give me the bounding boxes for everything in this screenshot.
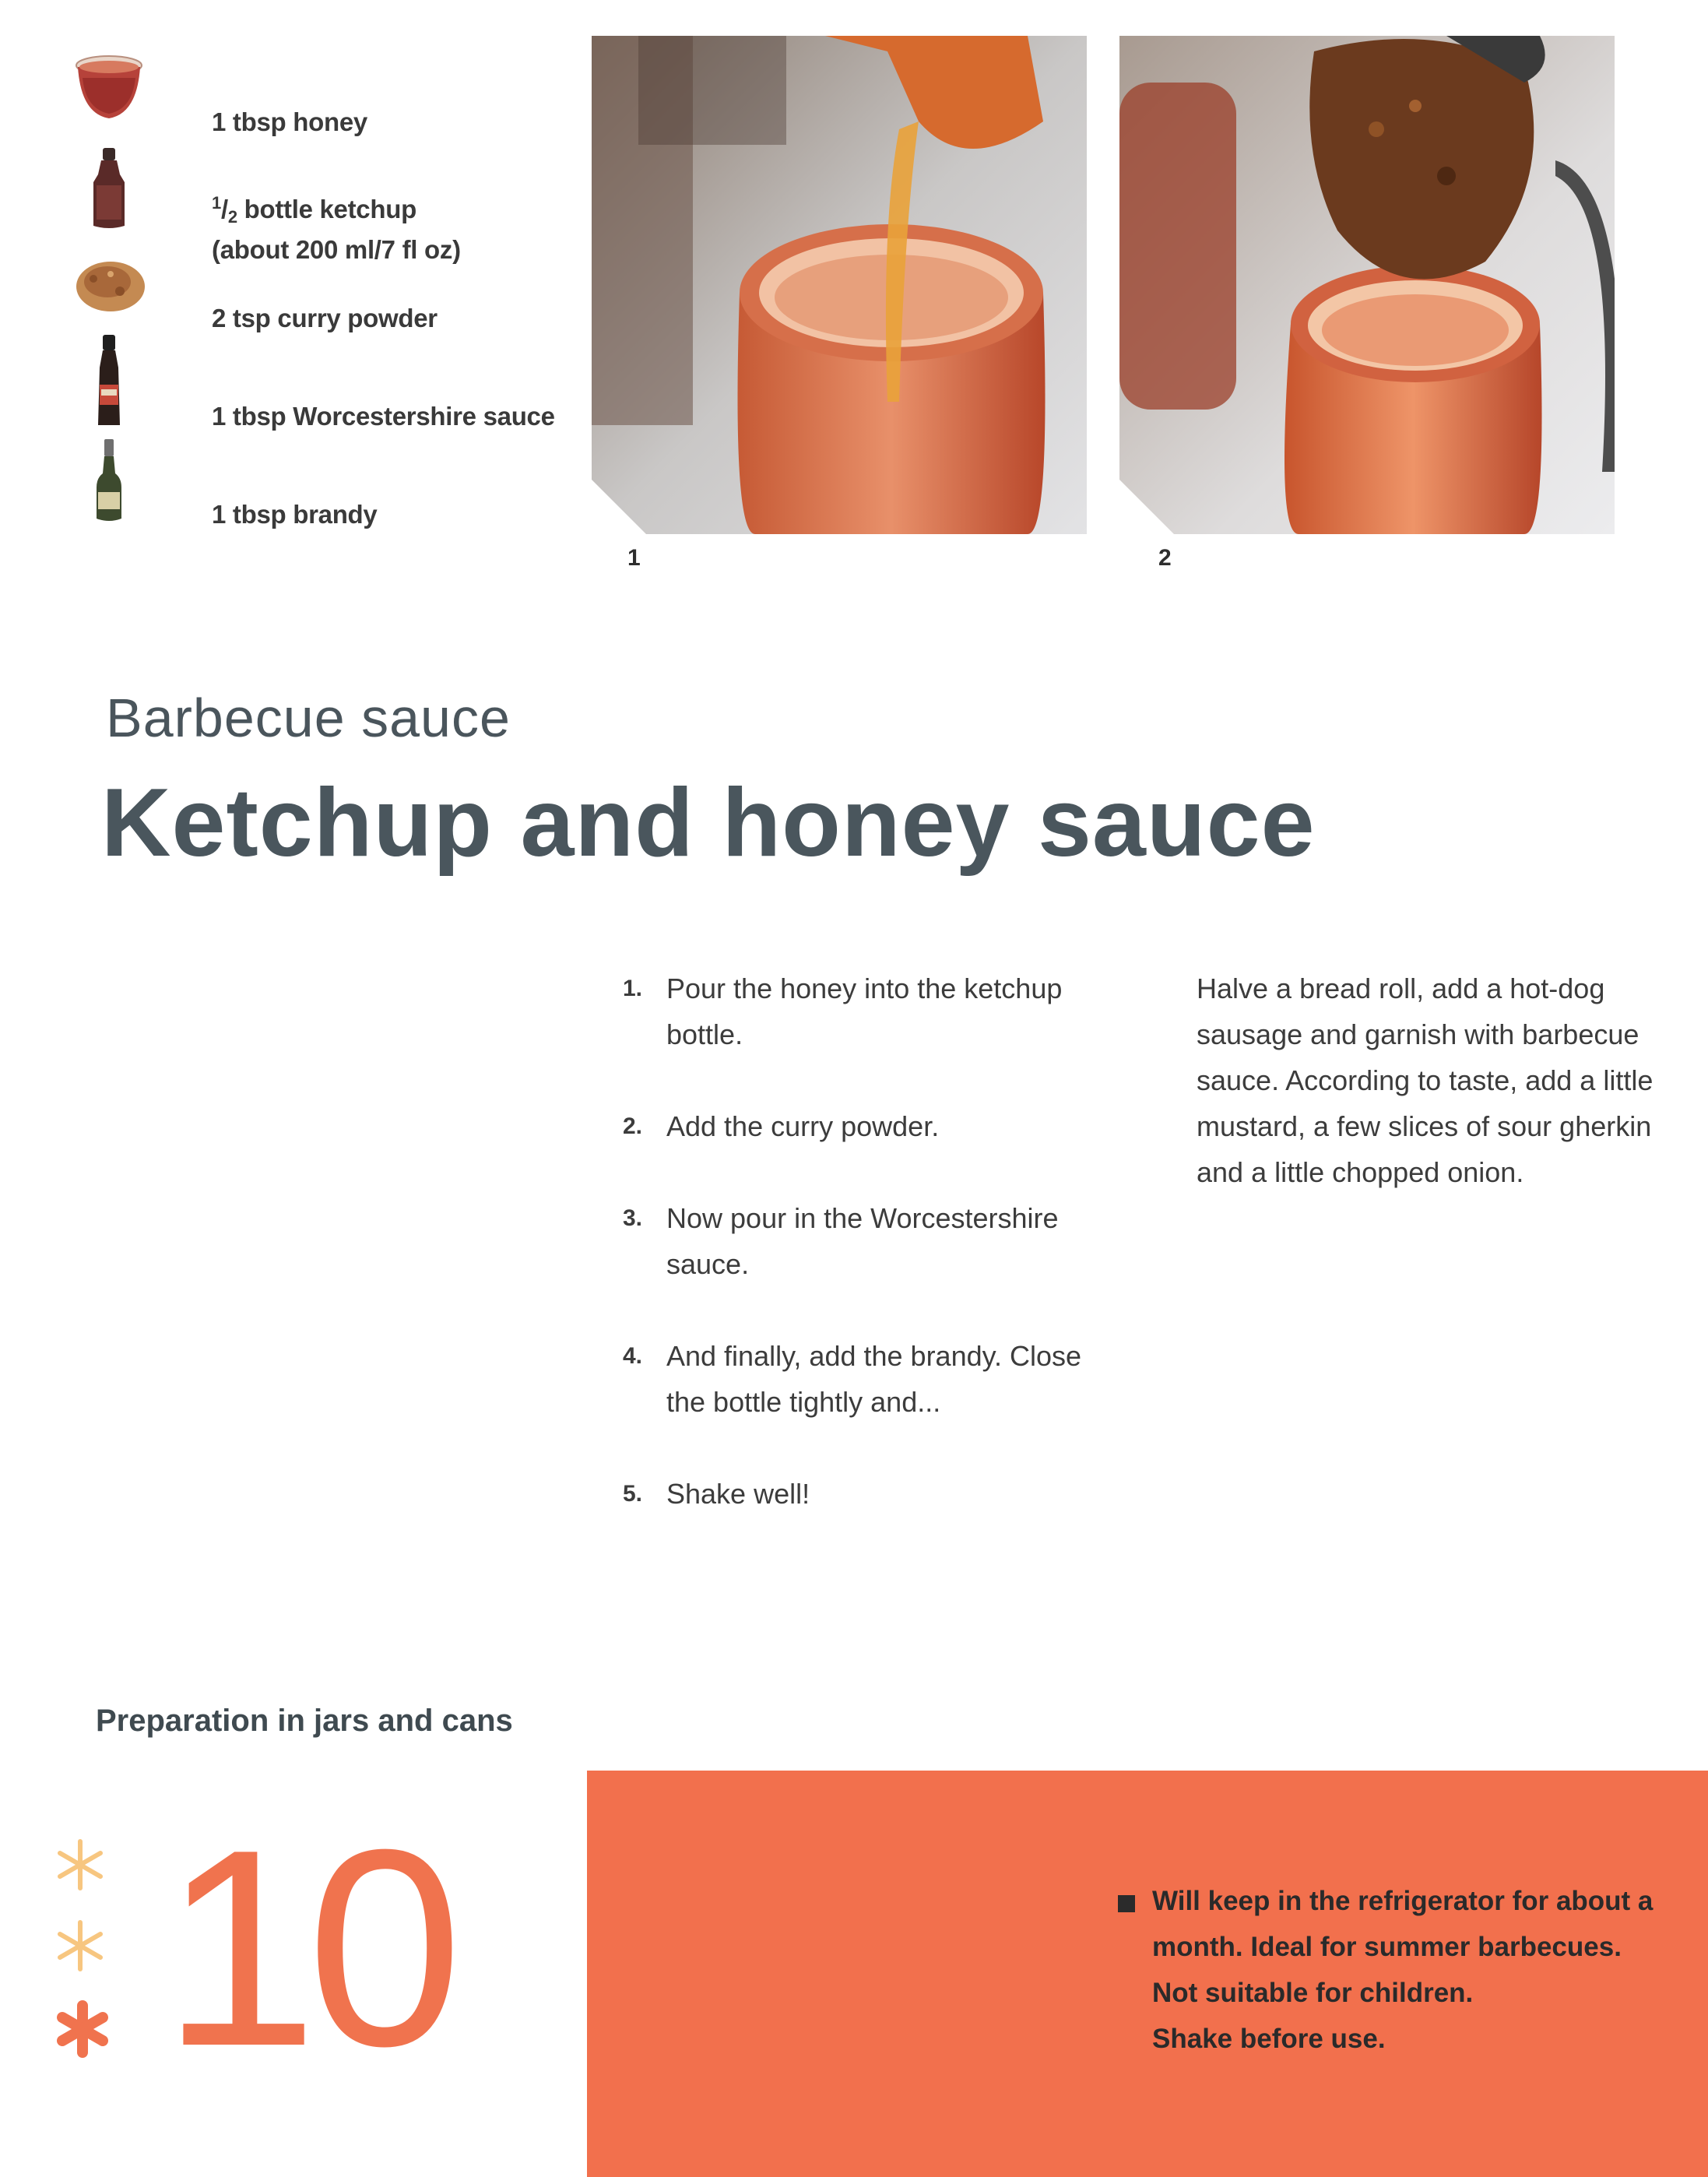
preparation-time: 10: [162, 1792, 452, 2105]
step-number: 3.: [623, 1205, 643, 1231]
ingredient-ketchup-fraction: $^1/_2$: [212, 193, 237, 227]
fraction-denominator: 2: [227, 207, 237, 227]
ingredient-ketchup-label: bottle ketchup: [237, 195, 416, 223]
ingredient-ketchup-amount: (about 200 ml/7 fl oz): [212, 235, 461, 264]
step-number: 5.: [623, 1481, 643, 1507]
photo-caption-1: 1: [627, 545, 641, 571]
serving-suggestion: Halve a bread roll, add a hot-dog sausage and garnish with barbecue sauce. According to taste, add a little mustard, a few slices of sour gherkin and a little chopped onion.: [1197, 972, 1654, 1188]
preparation-label: Preparation in jars and cans: [96, 1704, 513, 1738]
steps-list: [623, 965, 1121, 1563]
step-text: Now pour in the Worcestershire sauce.: [666, 1202, 1059, 1280]
ingredient-worcestershire: 1 tbsp Worcestershire sauce: [212, 402, 555, 431]
brandy-bottle-icon: [70, 438, 148, 515]
honey-glass-icon: [70, 47, 148, 125]
recipe-title: Ketchup and honey sauce: [101, 769, 1316, 877]
asterisk-icon-light: [53, 1838, 107, 1892]
step-text: Add the curry powder.: [666, 1110, 940, 1142]
photo-caption-2: 2: [1158, 545, 1172, 571]
ingredient-brandy: 1 tbsp brandy: [212, 500, 378, 529]
step-text: Shake well!: [666, 1478, 810, 1510]
step-item: [623, 965, 1121, 1057]
asterisk-icon-light: [53, 1919, 107, 1973]
step-item: [623, 1195, 1121, 1287]
pouring-honey-photo: [592, 36, 1087, 534]
step-item: [623, 1333, 1121, 1425]
note-shake: Shake before use.: [1152, 2024, 1386, 2054]
note-storage: Will keep in the refrigerator for about a month. Ideal for summer barbecues.: [1152, 1886, 1654, 1962]
asterisk-icon-filled: [53, 1999, 112, 2059]
ketchup-bottle-icon: [70, 145, 148, 223]
recipe-subtitle: Barbecue sauce: [106, 688, 511, 748]
ingredient-ketchup: [212, 187, 461, 266]
step-item: [623, 1103, 1121, 1149]
step-number: 1.: [623, 976, 643, 1001]
step-number: 4.: [623, 1343, 643, 1369]
square-bullet-icon: [1118, 1895, 1135, 1912]
worcestershire-bottle-icon: [70, 333, 148, 411]
difficulty-rating: [53, 1838, 118, 2085]
storage-notes: [1152, 1878, 1682, 2062]
note-children: Not suitable for children.: [1152, 1978, 1474, 2008]
step-text: Pour the honey into the ketchup bottle.: [666, 972, 1063, 1050]
ingredient-curry: 2 tsp curry powder: [212, 304, 438, 332]
step-text: And finally, add the brandy. Close the bottle tightly and...: [666, 1340, 1081, 1418]
curry-powder-icon: [70, 248, 148, 325]
step-number: 2.: [623, 1113, 643, 1139]
step-item: [623, 1471, 1121, 1517]
fraction-numerator: 1: [212, 193, 221, 213]
adding-curry-photo: [1119, 36, 1615, 534]
ingredient-honey: 1 tbsp honey: [212, 107, 367, 136]
